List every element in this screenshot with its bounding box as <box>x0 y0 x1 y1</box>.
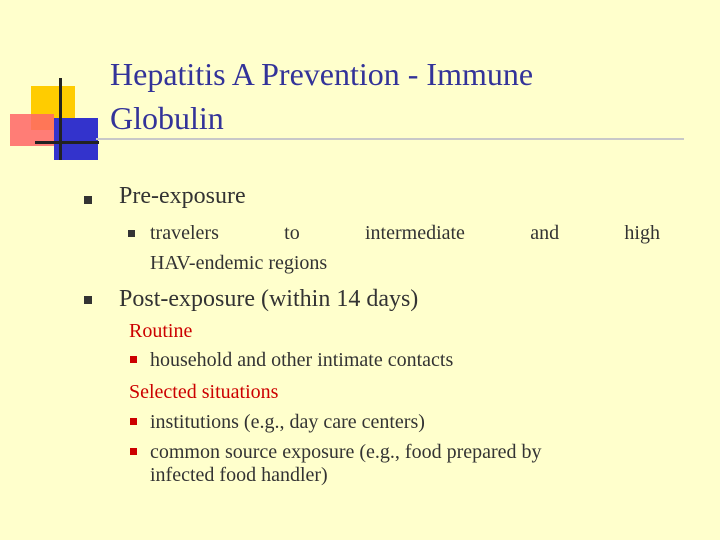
word-and: and <box>530 222 560 244</box>
pre-exposure-item <box>150 218 660 278</box>
routine-label: Routine <box>129 320 193 342</box>
selected-item-common-source: common source exposure (e.g., food prepared by <box>150 441 542 463</box>
title-divider <box>96 138 684 140</box>
decor-horizontal-line <box>35 141 99 144</box>
selected-situations-label: Selected situations <box>129 381 279 403</box>
bullet-institutions <box>130 418 137 425</box>
routine-item-household: household and other intimate contacts <box>150 349 454 371</box>
title-line-2: Globulin <box>110 100 224 136</box>
word-travelers: travelers <box>150 222 219 244</box>
title-line-1: Hepatitis A Prevention - Immune <box>110 56 534 92</box>
pre-exposure-item-line-1 <box>150 218 660 248</box>
pre-exposure-item-line-2: HAV-endemic regions <box>150 252 328 274</box>
bullet-travelers <box>128 230 135 237</box>
decor-vertical-line <box>59 78 62 160</box>
word-to: to <box>284 222 300 244</box>
slide-title <box>110 52 690 140</box>
selected-item-common-source-cont: infected food handler) <box>150 464 328 486</box>
bullet-common-source <box>130 448 137 455</box>
word-high: high <box>624 222 660 244</box>
selected-item-institutions: institutions (e.g., day care centers) <box>150 411 425 433</box>
bullet-household <box>130 356 137 363</box>
pre-exposure-heading: Pre-exposure <box>119 183 246 209</box>
bullet-post-exposure <box>84 296 92 304</box>
bullet-pre-exposure <box>84 196 92 204</box>
word-intermediate: intermediate <box>364 222 465 244</box>
post-exposure-heading: Post-exposure (within 14 days) <box>119 286 419 312</box>
